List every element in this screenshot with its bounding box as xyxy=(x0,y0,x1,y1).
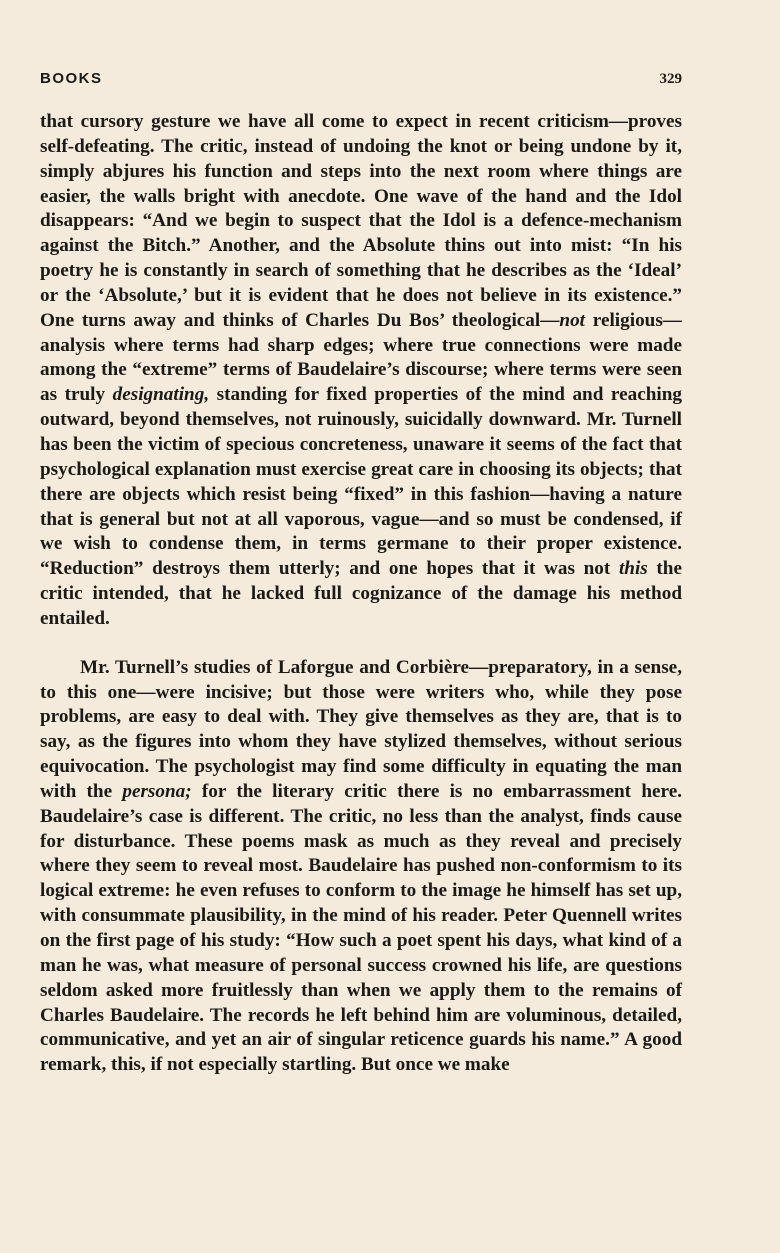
section-label: BOOKS xyxy=(40,70,103,87)
text-run: religious—analysis where terms had sharp edges; where true connections were made among the “extreme” terms of Baudelaire’s discourse; where terms were seen as truly xyxy=(40,309,682,406)
running-head xyxy=(40,70,682,92)
italic-text-run: this xyxy=(618,558,648,580)
paragraph-2 xyxy=(40,656,682,1078)
italic-text-run: not xyxy=(559,309,586,331)
body-text xyxy=(40,110,682,1078)
text-run: that cursory gesture we have all come to expect in recent criticism—proves self-defeating. The critic, instead of undoing the knot or being undone by it, simply abjures his function and steps into the next room where things are easier, the walls bright with anecdote. One wave of the hand and the Idol disappears: “And we begin to suspect that the Idol is a defence-mechanism against the Bitch.” Another, and the Absolute thins out into mist: “In his poetry he is constantly in search of something that he describes as the ‘Ideal’ or the ‘Absolute,’ but it is evident that he does not believe in its existence.” One turns away and thinks of Charles Du Bos’ theological— xyxy=(40,111,682,331)
text-run: for the literary critic there is no embarrassment here. Baudelaire’s case is different. The critic, no less than the analyst, finds cause for disturbance. These poems mask as much as they reveal and precisely where they seem to reveal most. Baudelaire has pushed non-conformism to its logical extreme: he even refuses to conform to the image he himself has set up, with consummate plausibility, in the mind of his reader. Peter Quennell writes on the first page of his study: “How such a poet spent his days, what kind of a man he was, what measure of personal success crowned his life, are questions seldom asked more fruitlessly than when we apply them to the remains of Charles Baudelaire. The records he left behind him are voluminous, detailed, communicative, and yet an air of singular reticence guards his name.” A good remark, this, if not especially startling. But once we make xyxy=(40,780,683,1076)
text-run: standing for fixed properties of the mind and reaching outward, beyond themselves, not ruinously, suicidally downward. Mr. Turnell has been the victim of specious concreteness, unaware it seems of the fact that psychological explanation must exercise great care in choosing its objects; that there are objects which resist being “fixed” in this fashion—having a nature that is general but not at all vaporous, vague—and so must be condensed, if we wish to condense them, in terms germane to their proper existence. “Reduction” destroys them utterly; and one hopes that it was not xyxy=(40,384,682,580)
page-number: 329 xyxy=(659,71,682,87)
italic-text-run: persona; xyxy=(122,780,192,802)
italic-text-run: designating, xyxy=(112,384,210,406)
paragraph-1 xyxy=(40,110,682,632)
text-run: the critic intended, that he lacked full cognizance of the damage his method entailed. xyxy=(40,558,682,629)
text-run: Mr. Turnell’s studies of Laforgue and Corbière—preparatory, in a sense, to this one—were incisive; but those were writers who, while they pose problems, are easy to deal with. They give themselves as they are, that is to say, as the figures into whom they have stylized themselves, without serious equivocation. The psychologist may find some difficulty in equating the man with the xyxy=(40,656,682,802)
